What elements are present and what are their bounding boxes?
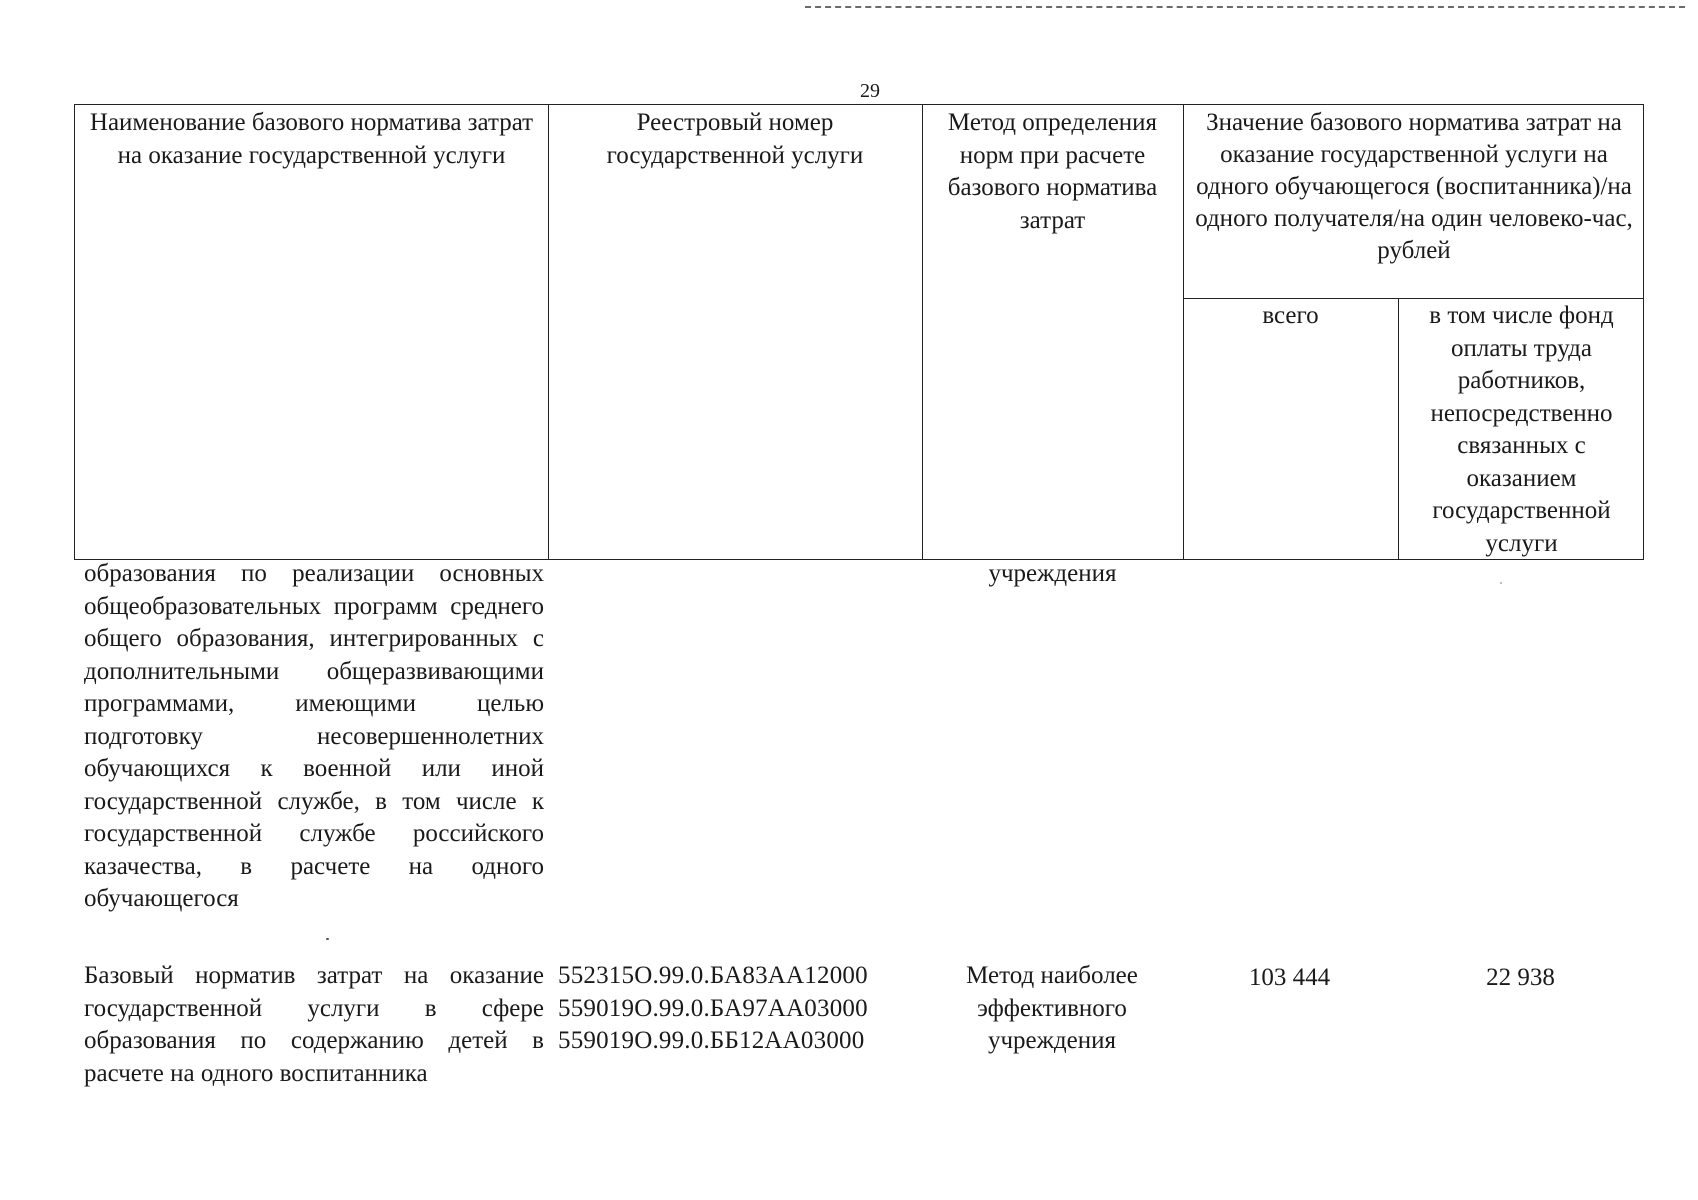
page-number: 29 <box>860 80 880 102</box>
row-2-code-1: 552315О.99.0.БА83АА12000 <box>558 962 868 989</box>
header-col-value-group: Значение базового норматива затрат на оказание государственной услуги на одного обучающегося (воспитанника)/на одного получателя/на один человеко-час, рублей <box>1195 109 1633 264</box>
row-2-code-3: 559019О.99.0.ББ12АА03000 <box>558 1027 865 1054</box>
row-2-code-2: 559019О.99.0.БА97АА03000 <box>558 994 868 1022</box>
scan-speck <box>1500 582 1502 584</box>
header-col-registry-number: Реестровый номер государственной услуги <box>606 109 864 169</box>
row-2-registry-codes <box>558 960 928 1058</box>
page-top-dashed-line <box>805 6 1685 8</box>
header-divider-1 <box>548 105 549 559</box>
table-header <box>74 104 1644 560</box>
row-1-method: учреждения <box>988 560 1117 587</box>
header-col-service-name: Наименование базового норматива затрат на оказание государственной услуги <box>89 109 534 169</box>
row-1-service-name: образования по реализации основных общеобразовательных программ среднего общего образования, интегрированных с дополнительными общеразвивающими программами, имеющими целью подготовку несовершеннолетних обучающихся к военной или иной государственной службе, в том числе к государственной службе российского казачества, в расчете на одного обучающегося <box>84 560 544 912</box>
header-col-method: Метод определения норм при расчете базового норматива затрат <box>947 109 1158 234</box>
row-2-service-name: Базовый норматив затрат на оказание государственной услуги в сфере образования по содержанию детей в расчете на одного воспитанника <box>84 962 544 1087</box>
scan-speck <box>326 938 329 940</box>
row-2-value-total: 103 444 <box>1248 964 1331 991</box>
header-col-value-total: всего <box>1262 302 1319 329</box>
header-col-value-payroll: в том числе фонд оплаты труда работников, непосредственно связанных с оказанием государственной услуги <box>1429 302 1614 557</box>
row-2-method: Метод наиболее эффективного учреждения <box>966 962 1138 1054</box>
row-2-value-payroll: 22 938 <box>1486 964 1555 991</box>
